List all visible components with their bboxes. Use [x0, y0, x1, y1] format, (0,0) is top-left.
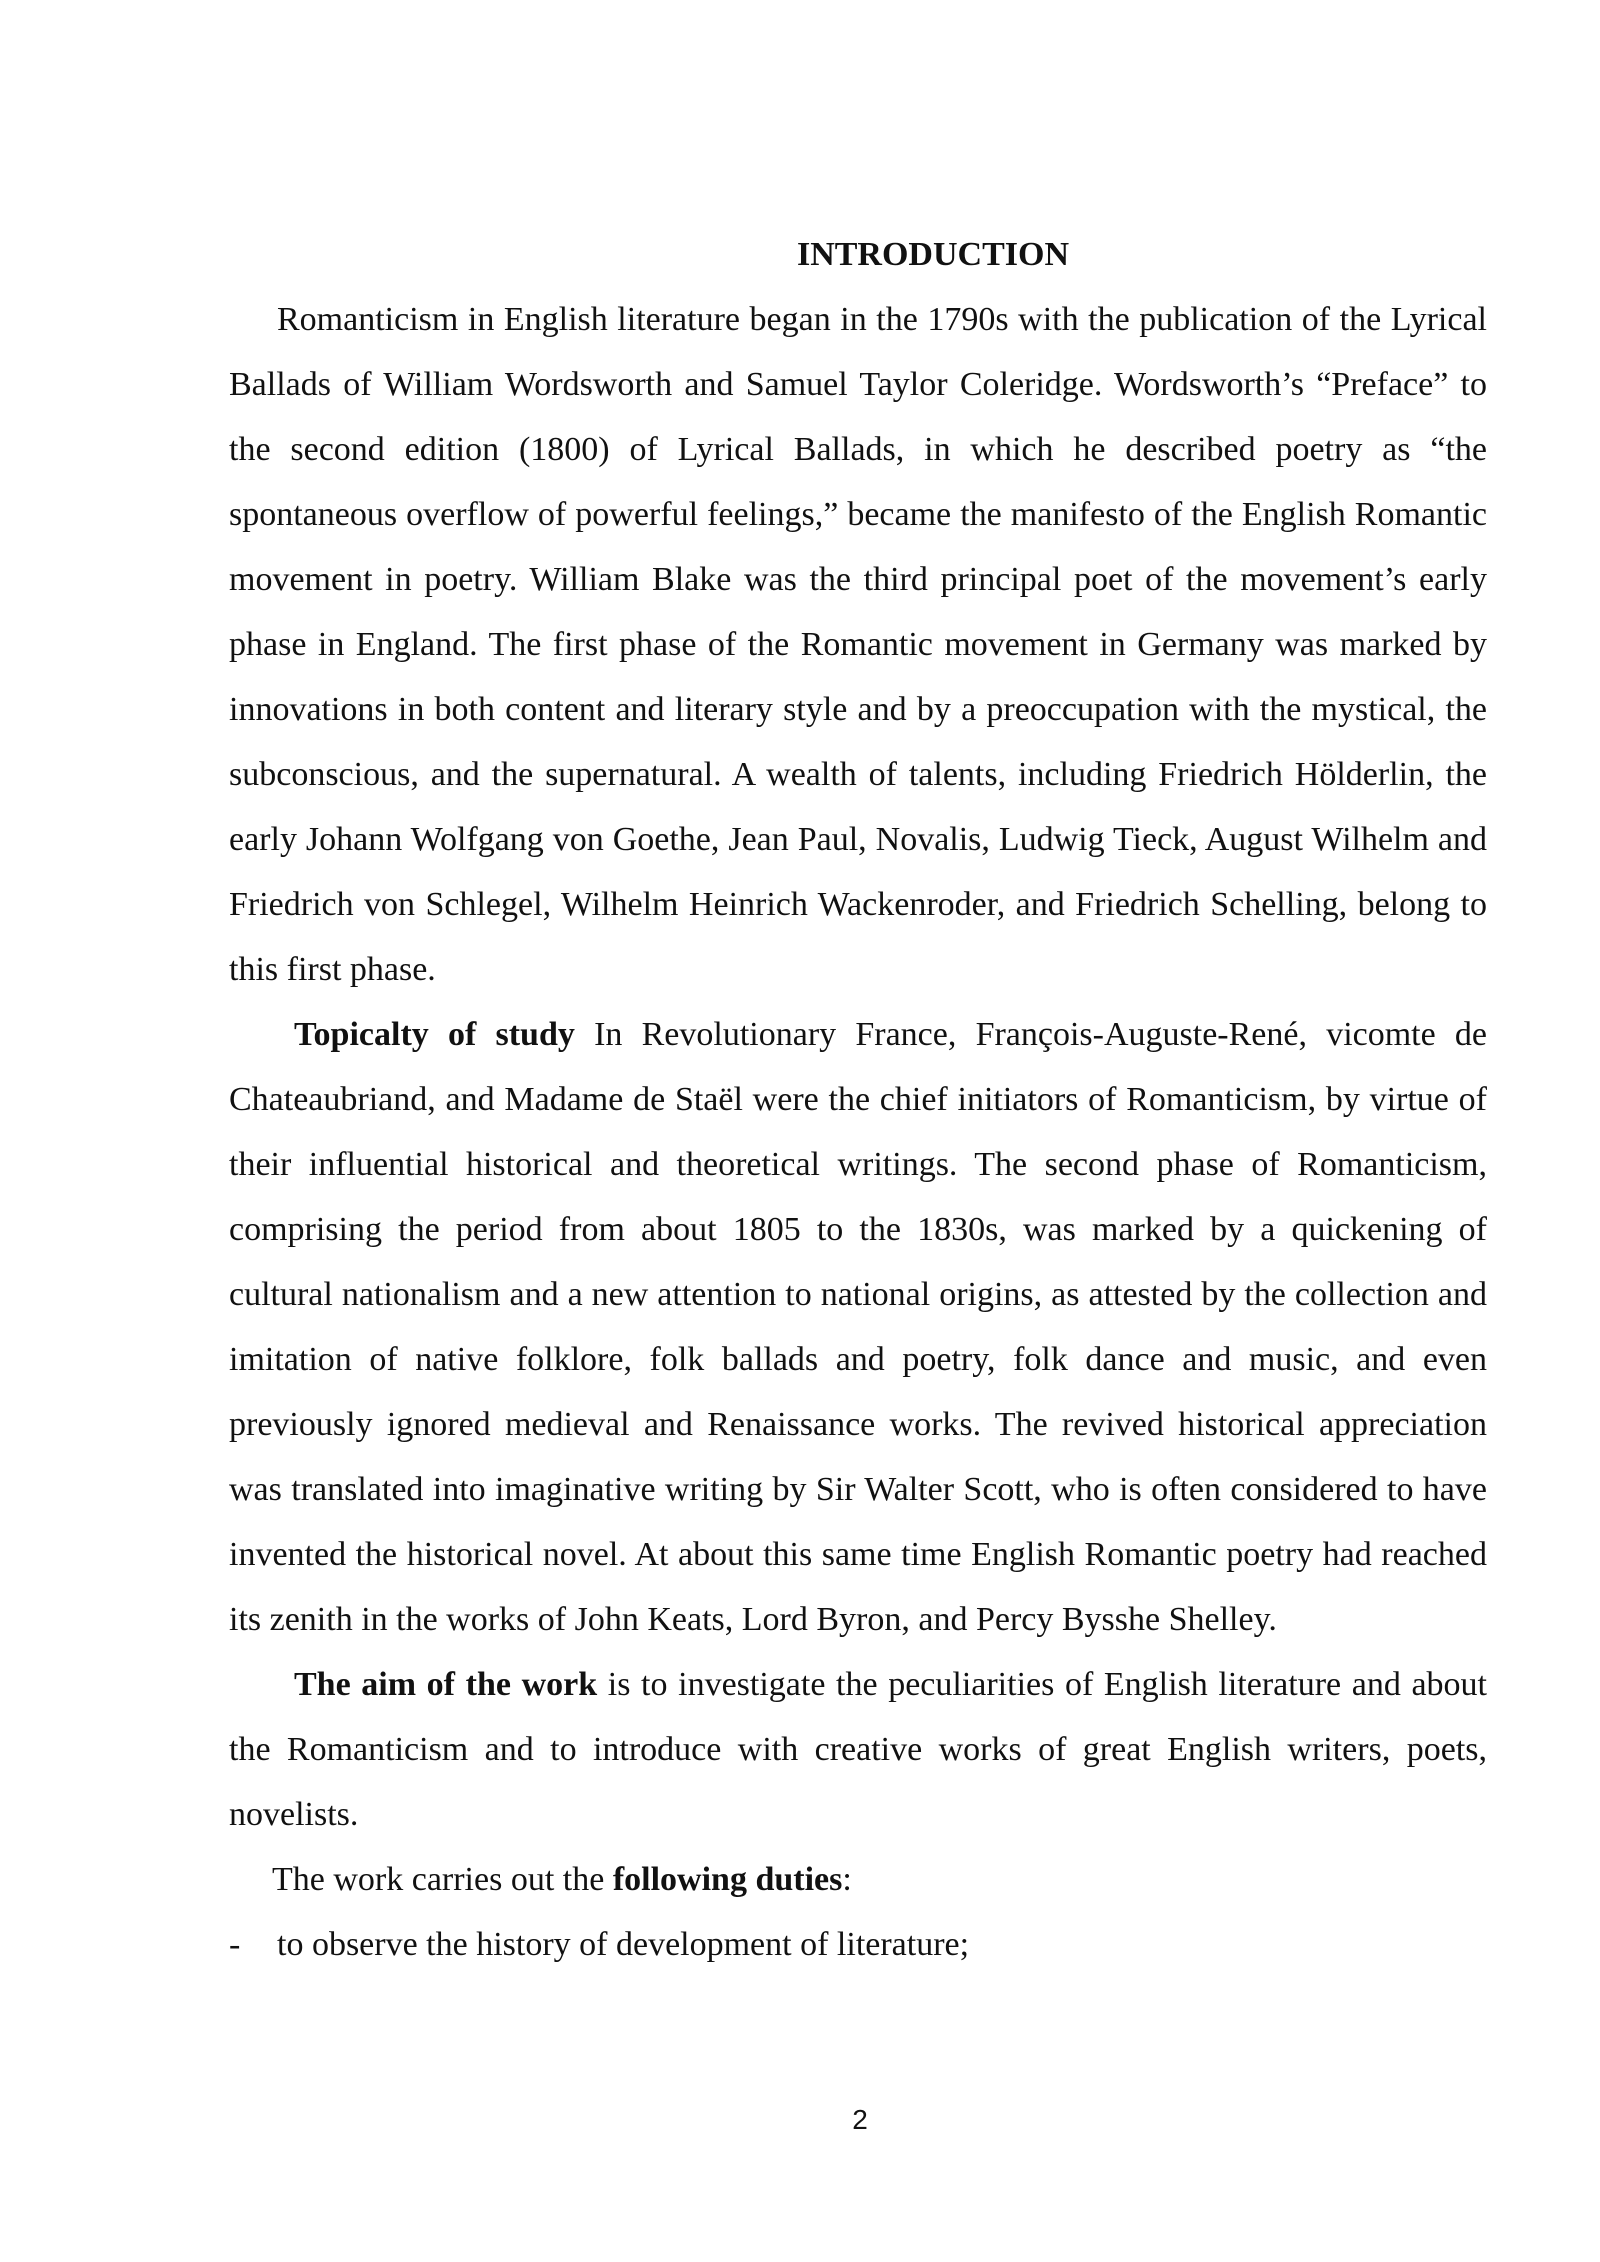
topicality-heading: Topicalty of study	[294, 1016, 575, 1053]
aim-heading: The aim of the work	[294, 1666, 598, 1703]
duty-list-item	[229, 1912, 1487, 1977]
page-title: INTRODUCTION	[796, 236, 1070, 273]
aim-text: is to investigate the peculiarities of English literature and about the Romanticism and to introduce with creative works of great English writers, poets, novelists.	[229, 1666, 1487, 1833]
document-body	[229, 222, 1487, 1977]
paragraph-romanticism-intro: Romanticism in English literature began in the 1790s with the publication of the Lyrical Ballads of William Wordsworth and Samuel Taylor Coleridge. Wordsworth’s “Preface” to the second edition (1800) of Lyrical Ballads, in which he described poetry as “the spontaneous overflow of powerful feelings,” became the manifesto of the English Romantic movement in poetry. William Blake was the third principal poet of the movement’s early phase in England. The first phase of the Romantic movement in Germany was marked by innovations in both content and literary style and by a preoccupation with the mystical, the subconscious, and the supernatural. A wealth of talents, including Friedrich Hölderlin, the early Johann Wolfgang von Goethe, Jean Paul, Novalis, Ludwig Tieck, August Wilhelm and Friedrich von Schlegel, Wilhelm Heinrich Wackenroder, and Friedrich Schelling, belong to this first phase.	[229, 301, 1487, 988]
duties-intro-bold: following duties	[612, 1861, 843, 1898]
duty-dash: -	[229, 1926, 241, 1963]
paragraph-aim	[229, 1652, 1487, 1847]
duties-intro-text: The work carries out the	[272, 1861, 613, 1898]
duty-text: to observe the history of development of literature;	[277, 1926, 970, 1963]
duties-intro	[229, 1847, 1487, 1912]
duties-intro-colon: :	[842, 1861, 852, 1898]
page-number: 2	[852, 2104, 868, 2135]
topicality-text: In Revolutionary France, François-Auguste-René, vicomte de Chateaubriand, and Madame de Staël were the chief initiators of Romanticism, by virtue of their influential historical and theoretical writings. The second phase of Romanticism, comprising the period from about 1805 to the 1830s, was marked by a quickening of cultural nationalism and a new attention to national origins, as attested by the collection and imitation of native folklore, folk ballads and poetry, folk dance and music, and even previously ignored medieval and Renaissance works. The revived historical appreciation was translated into imaginative writing by Sir Walter Scott, who is often considered to have invented the historical novel. At about this same time English Romantic poetry had reached its zenith in the works of John Keats, Lord Byron, and Percy Bysshe Shelley.	[229, 1016, 1488, 1638]
paragraph-topicality	[229, 1002, 1487, 1652]
